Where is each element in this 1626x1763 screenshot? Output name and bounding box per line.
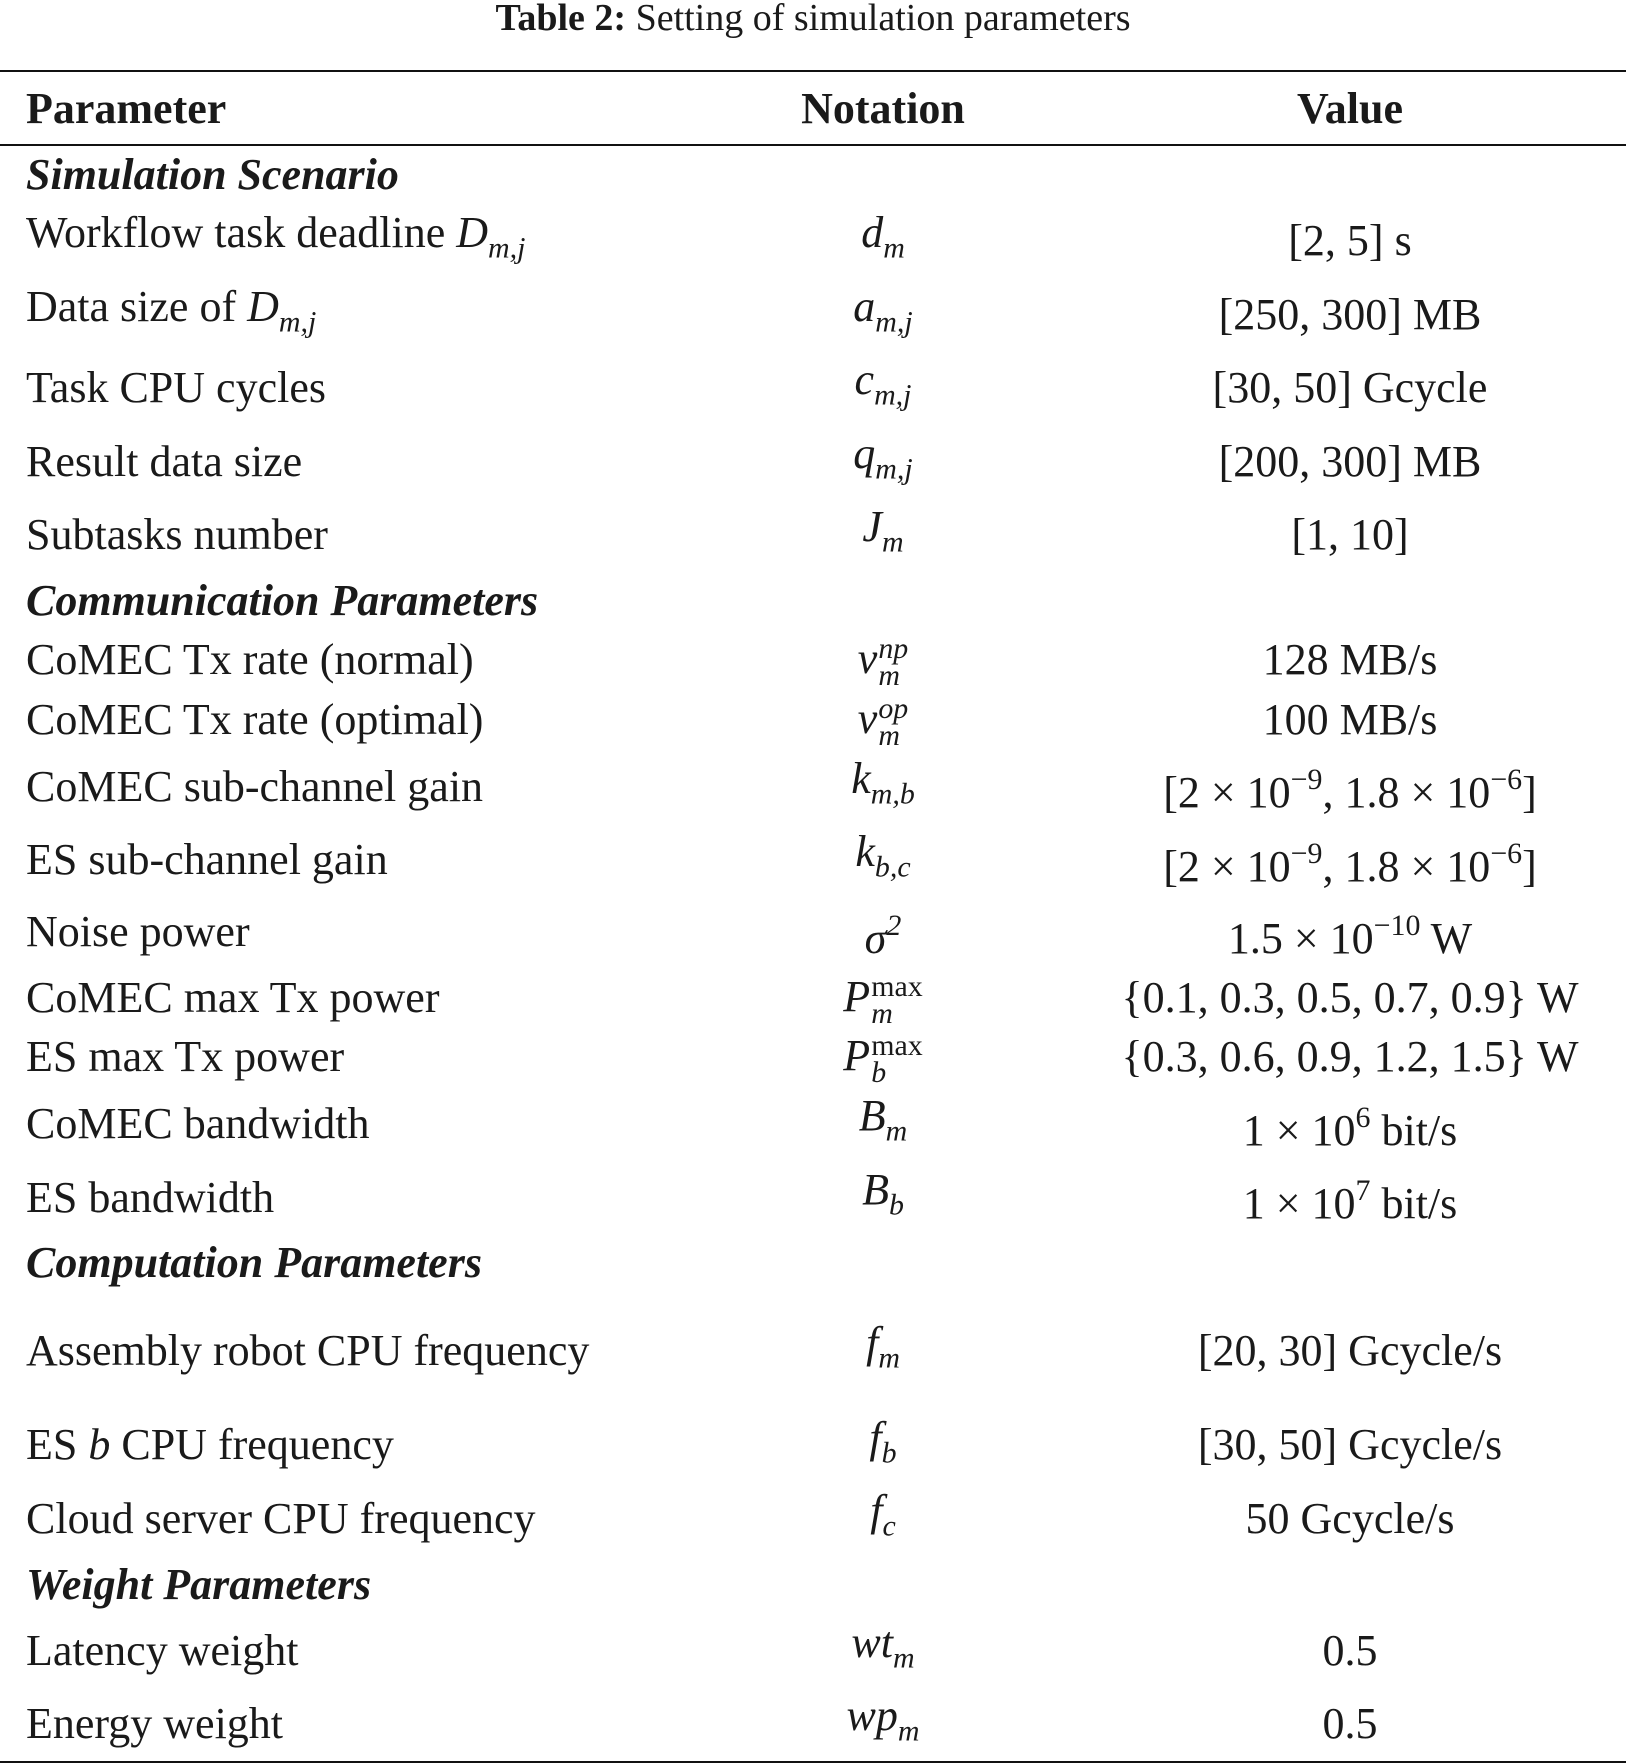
- table-row: [0, 1293, 1626, 1409]
- table-row: [0, 690, 1626, 750]
- notation-cell: $k_{m,b}$: [851, 753, 915, 811]
- table-row: [0, 204, 1626, 277]
- value-cell: [30, 50] Gcycle/s: [1197, 1420, 1503, 1470]
- section-row: [0, 145, 1626, 204]
- table-row: [0, 1409, 1626, 1482]
- section-row: [0, 1234, 1626, 1292]
- table-row: [0, 1161, 1626, 1234]
- param-cell: ES bandwidth: [26, 1172, 275, 1222]
- notation-cell: $k_{b,c}$: [855, 827, 911, 884]
- value-cell: 128 MB/s: [1262, 635, 1438, 685]
- section-row: [0, 1556, 1626, 1614]
- section-weight: Weight Parameters: [26, 1559, 372, 1609]
- value-cell: [20, 30] Gcycle/s: [1197, 1325, 1503, 1375]
- param-cell: ES b CPU frequency: [26, 1420, 394, 1470]
- param-cell: CoMEC bandwidth: [26, 1099, 370, 1149]
- value-cell: $1 \times 10^7$ bit/s: [1242, 1174, 1458, 1228]
- notation-cell: $B_b$: [862, 1164, 904, 1222]
- value-cell: [$2 \times 10^{-9}$, $1.8 \times 10^{-6}$]: [1163, 763, 1537, 817]
- table-row: [0, 630, 1626, 690]
- notation-cell: $f_b$: [869, 1412, 897, 1470]
- param-cell: CoMEC sub-channel gain: [26, 761, 484, 811]
- table-row: [0, 1482, 1626, 1555]
- parameters-table: [0, 70, 1626, 1763]
- header-notation: Notation: [692, 71, 1074, 145]
- param-cell: Cloud server CPU frequency: [26, 1493, 536, 1543]
- notation-cell: $\sigma^2$: [864, 908, 902, 963]
- header-parameter: Parameter: [0, 71, 692, 145]
- table-row: [0, 351, 1626, 424]
- table-row: [0, 498, 1626, 571]
- param-cell: Data size of $D_{m,j}$: [26, 281, 317, 339]
- table-row: [0, 278, 1626, 351]
- value-cell: $1 \times 10^6$ bit/s: [1242, 1100, 1458, 1155]
- param-cell: ES sub-channel gain: [26, 834, 388, 884]
- param-cell: CoMEC max Tx power: [26, 972, 440, 1022]
- value-cell: [250, 300] MB: [1218, 289, 1482, 339]
- param-cell: Task CPU cycles: [26, 363, 326, 413]
- table-row: [0, 968, 1626, 1028]
- value-cell: [2, 5] s: [1288, 216, 1412, 266]
- notation-cell: P max m: [843, 969, 923, 1030]
- value-cell: [30, 50] Gcycle: [1212, 363, 1488, 413]
- section-row: [0, 572, 1626, 630]
- table-row: [0, 1614, 1626, 1687]
- param-cell: Workflow task deadline $D_{m,j}$: [26, 208, 526, 265]
- notation-cell: $f_m$: [866, 1317, 900, 1375]
- param-cell: ES max Tx power: [26, 1032, 345, 1082]
- notation-cell: v op m: [857, 691, 909, 752]
- section-simulation: Simulation Scenario: [26, 150, 399, 200]
- value-cell: {0.3, 0.6, 0.9, 1.2, 1.5} W: [1121, 1032, 1579, 1082]
- table-row: [0, 823, 1626, 896]
- param-cell: Noise power: [26, 907, 250, 957]
- table-row: [0, 1027, 1626, 1087]
- section-communication: Communication Parameters: [26, 575, 539, 625]
- param-cell: Energy weight: [0, 1687, 692, 1761]
- param-cell: CoMEC Tx rate (normal): [26, 635, 474, 685]
- param-cell: Subtasks number: [26, 510, 328, 559]
- value-cell: $1.5 \times 10^{-10}$ W: [1227, 908, 1473, 963]
- value-cell: 50 Gcycle/s: [1245, 1493, 1455, 1543]
- value-cell: 0.5: [1322, 1625, 1378, 1675]
- value-cell: {0.1, 0.3, 0.5, 0.7, 0.9} W: [1121, 972, 1579, 1022]
- param-cell: Assembly robot CPU frequency: [26, 1325, 590, 1375]
- section-computation: Computation Parameters: [26, 1238, 482, 1288]
- table-caption: [0, 0, 1626, 56]
- header-row: [0, 71, 1626, 145]
- value-cell: [200, 300] MB: [1218, 436, 1482, 486]
- notation-cell: $J_m$: [862, 502, 904, 559]
- table-row: [0, 425, 1626, 498]
- table-row: [0, 1087, 1626, 1160]
- header-value: Value: [1074, 71, 1626, 145]
- notation-cell: $wt_m$: [851, 1617, 915, 1675]
- notation-cell: P max b: [843, 1029, 923, 1090]
- notation-cell: $a_{m,j}$: [853, 281, 913, 339]
- value-cell: [$2 \times 10^{-9}$, $1.8 \times 10^{-6}$]: [1163, 836, 1537, 891]
- notation-cell: $wp_m$: [692, 1687, 1074, 1761]
- notation-cell: $B_m$: [858, 1091, 908, 1148]
- param-cell: CoMEC Tx rate (optimal): [26, 694, 484, 744]
- caption-text: Setting of simulation parameters: [635, 0, 1131, 39]
- param-cell: Latency weight: [26, 1625, 299, 1675]
- notation-cell: $c_{m,j}$: [854, 355, 912, 412]
- value-cell: [1, 10]: [1291, 510, 1409, 559]
- param-cell: Result data size: [26, 436, 303, 486]
- table-row: [0, 1687, 1626, 1761]
- table-row: [0, 750, 1626, 823]
- notation-cell: $d_m$: [861, 208, 905, 265]
- value-cell: 0.5: [1074, 1687, 1626, 1761]
- notation-cell: $q_{m,j}$: [853, 428, 913, 486]
- table-row: [0, 897, 1626, 968]
- notation-cell: $f_c$: [870, 1486, 896, 1543]
- value-cell: 100 MB/s: [1262, 694, 1438, 744]
- caption-label: Table 2:: [495, 0, 627, 39]
- notation-cell: v np m: [857, 632, 909, 693]
